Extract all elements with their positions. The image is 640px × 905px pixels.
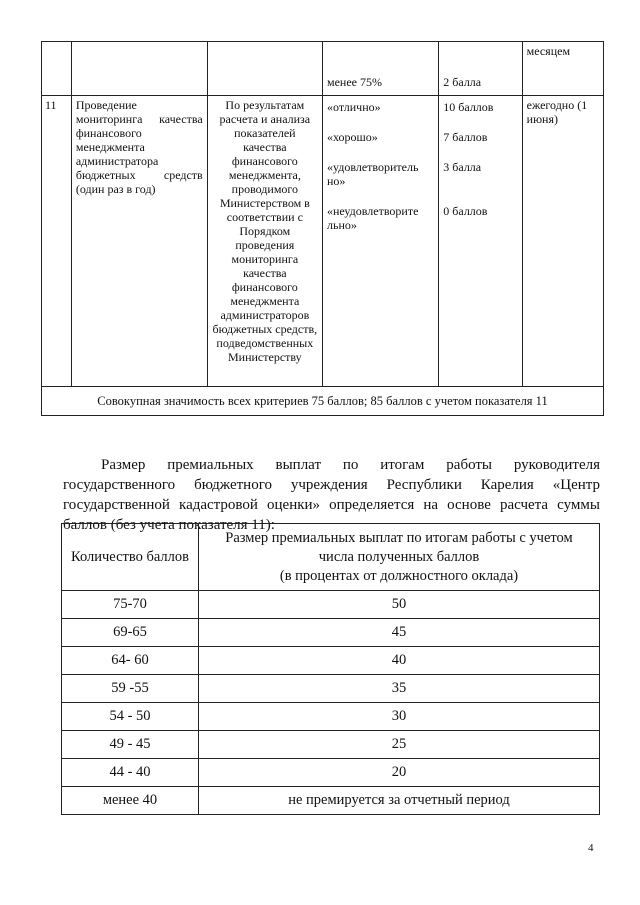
table-row — [62, 675, 600, 703]
criteria-method-cell: По результатам расчета и анализа показателей качества финансового менеджмента, проводимого Министерством в соответствии с Порядком проведения мониторинга качества финансового менеджмента администраторов бюджетных средств, подведомственных Министерству — [207, 96, 322, 387]
points-cell: менее 40 — [62, 787, 199, 815]
points-cell: 75-70 — [62, 591, 199, 619]
table-row — [62, 647, 600, 675]
points-cell: 59 -55 — [62, 675, 199, 703]
table-row — [62, 591, 600, 619]
criteria-table-row — [42, 96, 604, 387]
table-row — [62, 759, 600, 787]
points-cell: 54 - 50 — [62, 703, 199, 731]
criteria-table-row — [42, 42, 604, 96]
amount-cell: 40 — [199, 647, 600, 675]
table-row — [62, 703, 600, 731]
criteria-name-cell: Проведение мониторинга качества финансового менеджмента администратора бюджетных средств (один раз в год) — [71, 96, 207, 387]
criteria-period-cell: ежегодно (1 июня) — [522, 96, 603, 387]
table-row — [62, 731, 600, 759]
bonus-table — [61, 523, 600, 815]
bonus-table-header — [62, 524, 600, 591]
points-cell: 69-65 — [62, 619, 199, 647]
table-cell — [71, 42, 207, 96]
score-label: 0 баллов — [443, 204, 488, 218]
criteria-total-cell: Совокупная значимость всех критериев 75 баллов; 85 баллов с учетом показателя 11 — [42, 387, 604, 416]
criteria-ratings-cell — [322, 96, 438, 387]
amount-cell: 30 — [199, 703, 600, 731]
amount-cell: 50 — [199, 591, 600, 619]
criteria-score-cell: 2 балла — [439, 42, 522, 96]
header-amount-line: Размер премиальных выплат по итогам работы с учетом — [225, 529, 573, 546]
points-cell: 44 - 40 — [62, 759, 199, 787]
amount-cell: 35 — [199, 675, 600, 703]
criteria-scores-cell — [439, 96, 522, 387]
score-label: 3 балла — [443, 160, 482, 174]
amount-cell: 20 — [199, 759, 600, 787]
points-cell: 64- 60 — [62, 647, 199, 675]
rating-label: «неудовлетворите льно» — [326, 204, 419, 232]
rating-label: «отлично» — [326, 100, 381, 114]
score-label: 10 баллов — [443, 100, 494, 114]
page-number: 4 — [588, 842, 594, 854]
header-amount-line: числа полученных баллов — [318, 548, 480, 565]
table-row — [62, 787, 600, 815]
score-label: 7 баллов — [443, 130, 488, 144]
criteria-table — [41, 41, 604, 416]
header-amount-line: (в процентах от должностного оклада) — [279, 567, 519, 584]
table-row — [62, 619, 600, 647]
criteria-value-cell: менее 75% — [322, 42, 438, 96]
amount-cell: не премируется за отчетный период — [199, 787, 600, 815]
amount-cell: 45 — [199, 619, 600, 647]
amount-cell: 25 — [199, 731, 600, 759]
criteria-total-row — [42, 387, 604, 416]
rating-label: «хорошо» — [326, 130, 378, 144]
header-amount — [199, 524, 600, 591]
criteria-number-cell: 11 — [42, 96, 72, 387]
table-cell — [207, 42, 322, 96]
header-points: Количество баллов — [62, 524, 199, 591]
rating-label: «удовлетворитель но» — [326, 160, 419, 188]
table-cell — [42, 42, 72, 96]
bonus-paragraph: Размер премиальных выплат по итогам работы руководителя государственного бюджетного учреждения Республики Карелия «Центр государственной кадастровой оценки» определяется на основе расчета суммы баллов (без учета показателя 11): — [63, 457, 600, 533]
criteria-period-cell: месяцем — [522, 42, 603, 96]
points-cell: 49 - 45 — [62, 731, 199, 759]
